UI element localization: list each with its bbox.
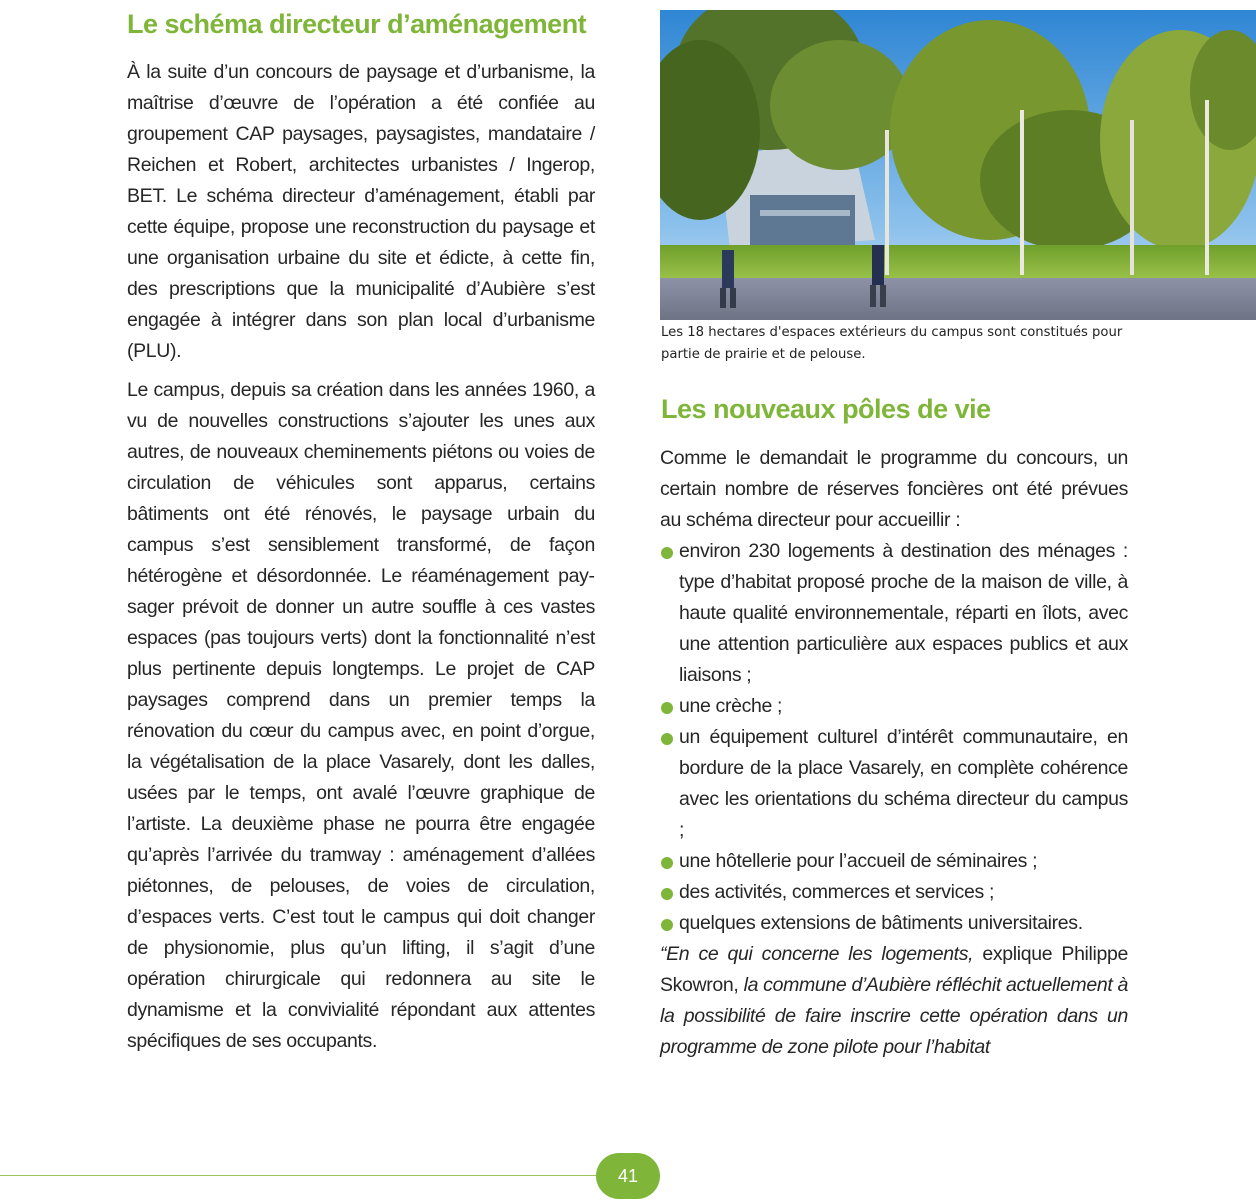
list-item bbox=[660, 691, 1128, 722]
list-item bbox=[660, 908, 1128, 939]
bullet-dot-icon bbox=[661, 919, 673, 931]
paragraph-campus: Le campus, depuis sa création dans les années 1960, a vu de nouvelles constructions s’ajouter les unes aux autres, de nouveaux cheminements piétons ou voies de circulation de véhicules sont apparus, certains bâtiments ont été rénovés, le paysage urbain du campus s’est sensiblement transformé, de façon hétérogène et désordonnée. Le réaménagement paysager prévoit de donner un autre souffle à ces vastes espaces (pas toujours verts) dont la fonctionnalité n’est plus pertinente depuis longtemps. Le projet de CAP paysages comprend dans un premier temps la rénovation du cœur du campus avec, en point d’orgue, la végétalisation de la place Vasarely, dont les dalles, usées par le temps, ont avalé l’œuvre graphique de l’artiste. La deuxième phase ne pourra être engagée qu’après l’arrivée du tramway : aménagement d’allées piétonnes, de pelouses, de voies de circulation, d’espaces verts. C’est tout le campus qui doit changer de physionomie, plus qu’un lifting, il s’agit d’une opération chirurgicale qui redonnera au site le dynamisme et la convivialité répondant aux attentes spécifiques de ses occupants. bbox=[127, 379, 595, 1052]
bullet-dot-icon bbox=[661, 888, 673, 900]
paragraph-programme: Comme le demandait le programme du concours, un certain nombre de réserves foncières ont été prévues au schéma directeur pour accueillir : bbox=[660, 447, 1128, 531]
list-item bbox=[660, 536, 1128, 691]
photo-caption: Les 18 hectares d'espaces extérieurs du campus sont constitués pour partie de prairie et de pelouse. bbox=[661, 325, 1123, 362]
list-item bbox=[660, 877, 1128, 908]
list-item-text: une hôtellerie pour l’accueil de séminaires ; bbox=[679, 850, 1038, 872]
section-heading-poles: Les nouveaux pôles de vie bbox=[661, 394, 991, 424]
paragraph-intro: À la suite d’un concours de paysage et d’urbanisme, la maîtrise d’œuvre de l’opération a été confiée au groupement CAP paysages, paysagistes, mandataire / Reichen et Robert, architectes urbanistes / Ingerop, BET. Le schéma directeur d’aménagement, établi par cette équipe, propose une reconstruction du paysage et une organisation urbaine du site et édicte, à cette fin, des prescriptions que la municipalité d’Aubière s’est engagée à intégrer dans son plan local d’urbanisme (PLU). bbox=[127, 61, 595, 362]
page-number: 41 bbox=[617, 1165, 639, 1186]
bullet-list bbox=[660, 536, 1128, 939]
bullet-dot-icon bbox=[661, 733, 673, 745]
list-item-text: environ 230 logements à destination des ménages : type d’habitat proposé proche de la maison de ville, à haute qualité environnementale, réparti en îlots, avec une attention particulière aux espaces publics et aux liaisons ; bbox=[679, 540, 1128, 686]
section-heading-schema: Le schéma directeur d’aménagement bbox=[127, 9, 587, 39]
list-item-text: un équipement culturel d’intérêt communautaire, en bordure de la place Vasarely, en complète cohérence avec les orientations du schéma directeur du campus ; bbox=[679, 726, 1128, 841]
footer-rule bbox=[0, 1175, 596, 1176]
list-item bbox=[660, 846, 1128, 877]
list-item-text: des activités, commerces et services ; bbox=[679, 881, 995, 903]
list-item bbox=[660, 722, 1128, 846]
quote-italic-start: “En ce qui concerne les logements, bbox=[660, 943, 974, 965]
bullet-dot-icon bbox=[661, 547, 673, 559]
bullet-dot-icon bbox=[661, 702, 673, 714]
list-item-text: une crèche ; bbox=[679, 695, 783, 717]
quote-paragraph bbox=[660, 939, 1128, 1063]
quote-italic-body: la commune d’Aubière réfléchit actuellement à la possibilité de faire inscrire cette opération dans un programme de zone pilote pour l’habitat bbox=[660, 974, 1128, 1058]
quote-attribution: explique Philippe Skowron, bbox=[660, 943, 1128, 996]
list-item-text: quelques extensions de bâtiments universitaires. bbox=[679, 912, 1083, 934]
campus-photo bbox=[660, 10, 1256, 320]
page-number-badge bbox=[596, 1153, 660, 1199]
bullet-dot-icon bbox=[661, 857, 673, 869]
